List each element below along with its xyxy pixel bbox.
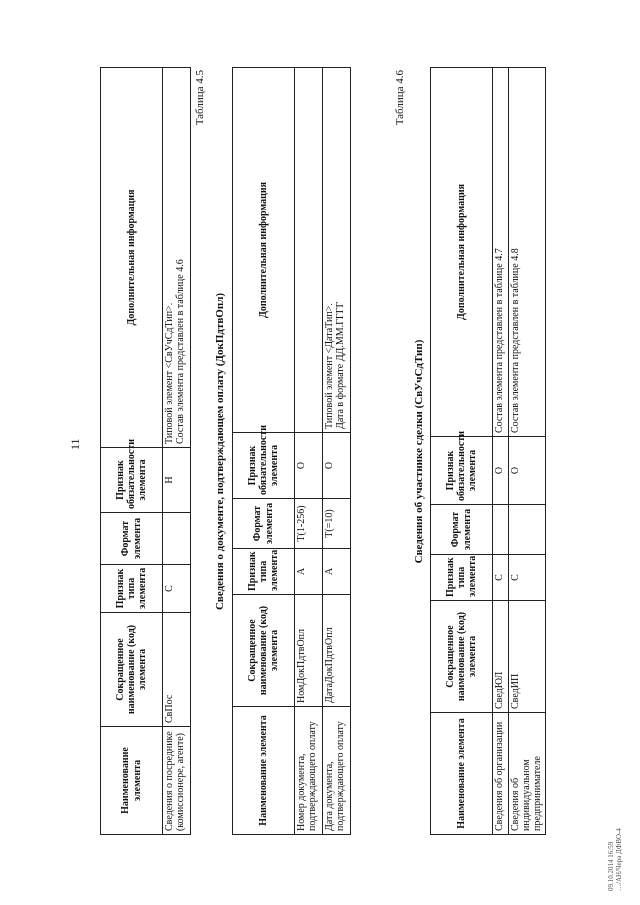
col-header-type: Признак типа элемента [101, 565, 163, 613]
cell-code: СвПос [163, 613, 191, 727]
info-line: Типовой элемент <ДатаТип>. [324, 303, 335, 429]
cell-type: А [323, 549, 351, 595]
info-line: Состав элемента представлен в таблице 4.7 [494, 248, 505, 433]
col-header-required: Признак обязательности элемента [233, 433, 295, 499]
col-header-format: Формат элемента [101, 513, 163, 565]
col-header-required: Признак обязательности элемента [101, 448, 163, 513]
cell-info [509, 68, 546, 437]
col-header-name: Наименование элемента [101, 727, 163, 835]
cell-required: О [295, 433, 323, 499]
table-caption-4-6: Таблица 4.6 [394, 70, 406, 126]
col-header-name: Наименование элемента [233, 707, 295, 835]
col-header-format: Формат элемента [431, 505, 493, 555]
cell-format [509, 505, 546, 555]
col-header-required: Признак обязательности элемента [431, 437, 493, 505]
table-caption-4-5: Таблица 4.5 [194, 70, 206, 126]
cell-required: О [493, 437, 509, 505]
info-line: Состав элемента представлен в таблице 4.8 [510, 248, 521, 433]
table-row [163, 68, 191, 835]
footer-stamp [607, 731, 623, 891]
cell-info [163, 68, 191, 448]
info-line: Дата в формате ДД.ММ.ГГГГ [335, 301, 347, 429]
table-4-5 [232, 67, 351, 835]
col-header-type: Признак типа элемента [431, 555, 493, 601]
cell-info [295, 68, 323, 433]
cell-type: А [295, 549, 323, 595]
cell-format [493, 505, 509, 555]
table-header-row [233, 68, 295, 835]
cell-code: СведИП [509, 601, 546, 713]
cell-name: Сведения об организации [493, 713, 509, 835]
table-row [295, 68, 323, 835]
cell-code: НомДокПдтвОпл [295, 595, 323, 707]
cell-required: Н [163, 448, 191, 513]
col-header-type: Признак типа элемента [233, 549, 295, 595]
cell-format [163, 513, 191, 565]
table-row [509, 68, 546, 835]
cell-code: ДатаДокПдтвОпл [323, 595, 351, 707]
table-header-row [431, 68, 493, 835]
cell-required: О [323, 433, 351, 499]
table-row [493, 68, 509, 835]
footer-stamp-line: …/АН/Чера ДФВО-4 [615, 828, 623, 891]
table-continuation [100, 67, 191, 835]
col-header-code: Сокращенное наименование (код) элемента [233, 595, 295, 707]
footer-stamp-line: 09.10.2014 16:59 [607, 841, 615, 891]
col-header-code: Сокращенное наименование (код) элемента [101, 613, 163, 727]
page-number: 11 [68, 438, 82, 450]
col-header-name: Наименование элемента [431, 713, 493, 835]
cell-format: Т(=10) [323, 499, 351, 549]
col-header-code: Сокращенное наименование (код) элемента [431, 601, 493, 713]
table-title-4-6: Сведения об участнике сделки (СвУчСдТип) [413, 339, 425, 564]
cell-name: Сведения о посреднике (комиссионере, агенте) [163, 727, 191, 835]
col-header-format: Формат элемента [233, 499, 295, 549]
cell-code: СведЮЛ [493, 601, 509, 713]
col-header-info: Дополнительная информация [101, 68, 163, 448]
cell-name: Сведения об индивидуальном предпринимателе [509, 713, 546, 835]
table-4-6 [430, 67, 546, 835]
cell-required: О [509, 437, 546, 505]
table-row [323, 68, 351, 835]
cell-type: С [509, 555, 546, 601]
cell-type: С [493, 555, 509, 601]
col-header-info: Дополнительная информация [233, 68, 295, 433]
cell-info [323, 68, 351, 433]
cell-info [493, 68, 509, 437]
table-title-4-5: Сведения о документе, подтверждающем оплату (ДокПдтвОпл) [214, 292, 226, 611]
cell-type: С [163, 565, 191, 613]
cell-name: Номер документа, подтверждающего оплату [295, 707, 323, 835]
info-line: Состав элемента представлен в таблице 4.6 [175, 259, 187, 444]
cell-name: Дата документа, подтверждающего оплату [323, 707, 351, 835]
table-header-row [101, 68, 163, 835]
cell-format: Т(1-256) [295, 499, 323, 549]
info-line: Типовой элемент <СвУчСдТип>. [164, 302, 175, 444]
col-header-info: Дополнительная информация [431, 68, 493, 437]
